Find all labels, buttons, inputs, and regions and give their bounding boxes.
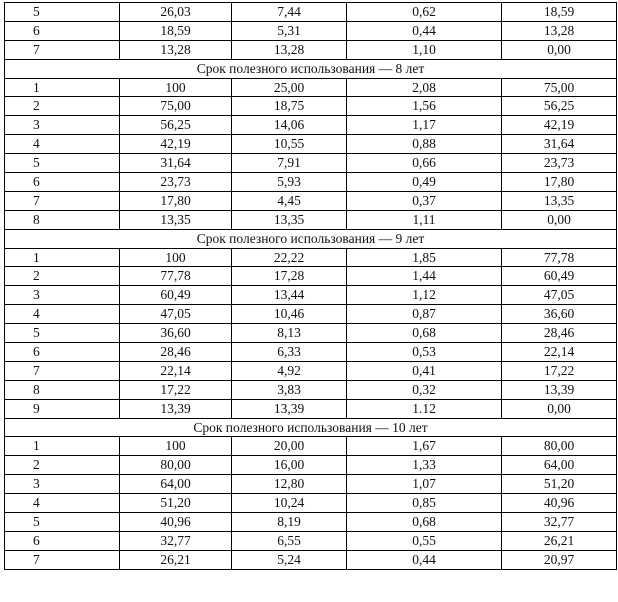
year-cell: 7 bbox=[5, 361, 120, 380]
value-cell: 28,46 bbox=[502, 324, 617, 343]
value-cell: 47,05 bbox=[502, 286, 617, 305]
year-cell: 8 bbox=[5, 380, 120, 399]
value-cell: 17,22 bbox=[502, 361, 617, 380]
value-cell: 5,93 bbox=[232, 173, 347, 192]
value-cell: 0,00 bbox=[502, 399, 617, 418]
year-cell: 4 bbox=[5, 135, 120, 154]
year-cell: 2 bbox=[5, 97, 120, 116]
value-cell: 13,39 bbox=[232, 399, 347, 418]
table-row bbox=[5, 173, 617, 192]
value-cell: 13,28 bbox=[232, 40, 347, 59]
value-cell: 1,10 bbox=[347, 40, 502, 59]
value-cell: 0,87 bbox=[347, 305, 502, 324]
year-cell: 1 bbox=[5, 248, 120, 267]
value-cell: 8,13 bbox=[232, 324, 347, 343]
value-cell: 7,91 bbox=[232, 154, 347, 173]
value-cell: 0,00 bbox=[502, 210, 617, 229]
value-cell: 5,24 bbox=[232, 550, 347, 569]
year-cell: 3 bbox=[5, 475, 120, 494]
value-cell: 0,44 bbox=[347, 21, 502, 40]
table-row bbox=[5, 513, 617, 532]
table-row bbox=[5, 475, 617, 494]
year-cell: 3 bbox=[5, 286, 120, 305]
value-cell: 1,12 bbox=[347, 286, 502, 305]
value-cell: 0,88 bbox=[347, 135, 502, 154]
value-cell: 51,20 bbox=[502, 475, 617, 494]
table-row bbox=[5, 531, 617, 550]
value-cell: 13,35 bbox=[120, 210, 232, 229]
value-cell: 31,64 bbox=[120, 154, 232, 173]
table-row bbox=[5, 40, 617, 59]
value-cell: 17,80 bbox=[120, 191, 232, 210]
value-cell: 1,17 bbox=[347, 116, 502, 135]
value-cell: 32,77 bbox=[502, 513, 617, 532]
table-row bbox=[5, 437, 617, 456]
value-cell: 10,24 bbox=[232, 494, 347, 513]
value-cell: 60,49 bbox=[120, 286, 232, 305]
value-cell: 26,21 bbox=[120, 550, 232, 569]
year-cell: 1 bbox=[5, 437, 120, 456]
value-cell: 22,14 bbox=[502, 343, 617, 362]
depreciation-table bbox=[4, 2, 617, 570]
value-cell: 0,41 bbox=[347, 361, 502, 380]
value-cell: 42,19 bbox=[120, 135, 232, 154]
value-cell: 42,19 bbox=[502, 116, 617, 135]
table-row bbox=[5, 380, 617, 399]
year-cell: 5 bbox=[5, 513, 120, 532]
year-cell: 6 bbox=[5, 531, 120, 550]
value-cell: 3,83 bbox=[232, 380, 347, 399]
year-cell: 7 bbox=[5, 191, 120, 210]
section-title: Срок полезного использования — 9 лет bbox=[5, 229, 617, 248]
value-cell: 1,07 bbox=[347, 475, 502, 494]
year-cell: 2 bbox=[5, 456, 120, 475]
value-cell: 18,59 bbox=[120, 21, 232, 40]
value-cell: 77,78 bbox=[502, 248, 617, 267]
value-cell: 80,00 bbox=[120, 456, 232, 475]
year-cell: 4 bbox=[5, 305, 120, 324]
value-cell: 0,85 bbox=[347, 494, 502, 513]
value-cell: 23,73 bbox=[502, 154, 617, 173]
value-cell: 64,00 bbox=[502, 456, 617, 475]
value-cell: 10,55 bbox=[232, 135, 347, 154]
value-cell: 0,68 bbox=[347, 324, 502, 343]
value-cell: 1,56 bbox=[347, 97, 502, 116]
value-cell: 75,00 bbox=[502, 78, 617, 97]
value-cell: 13,35 bbox=[502, 191, 617, 210]
value-cell: 40,96 bbox=[502, 494, 617, 513]
value-cell: 6,33 bbox=[232, 343, 347, 362]
value-cell: 10,46 bbox=[232, 305, 347, 324]
value-cell: 13,44 bbox=[232, 286, 347, 305]
value-cell: 13,28 bbox=[120, 40, 232, 59]
table-row bbox=[5, 324, 617, 343]
value-cell: 100 bbox=[120, 437, 232, 456]
value-cell: 4,45 bbox=[232, 191, 347, 210]
value-cell: 1,11 bbox=[347, 210, 502, 229]
table-row bbox=[5, 494, 617, 513]
year-cell: 7 bbox=[5, 550, 120, 569]
value-cell: 0,00 bbox=[502, 40, 617, 59]
value-cell: 8,19 bbox=[232, 513, 347, 532]
value-cell: 23,73 bbox=[120, 173, 232, 192]
table-row bbox=[5, 286, 617, 305]
value-cell: 0,32 bbox=[347, 380, 502, 399]
value-cell: 14,06 bbox=[232, 116, 347, 135]
value-cell: 51,20 bbox=[120, 494, 232, 513]
table-row bbox=[5, 3, 617, 22]
year-cell: 1 bbox=[5, 78, 120, 97]
value-cell: 1,67 bbox=[347, 437, 502, 456]
value-cell: 0,55 bbox=[347, 531, 502, 550]
depreciation-table-body bbox=[5, 3, 617, 570]
value-cell: 60,49 bbox=[502, 267, 617, 286]
value-cell: 0,68 bbox=[347, 513, 502, 532]
value-cell: 0,37 bbox=[347, 191, 502, 210]
value-cell: 26,03 bbox=[120, 3, 232, 22]
table-row bbox=[5, 267, 617, 286]
value-cell: 2,08 bbox=[347, 78, 502, 97]
year-cell: 6 bbox=[5, 21, 120, 40]
value-cell: 13,35 bbox=[232, 210, 347, 229]
section-title: Срок полезного использования — 10 лет bbox=[5, 418, 617, 437]
table-row bbox=[5, 399, 617, 418]
year-cell: 5 bbox=[5, 3, 120, 22]
value-cell: 36,60 bbox=[120, 324, 232, 343]
section-header-row bbox=[5, 229, 617, 248]
value-cell: 56,25 bbox=[502, 97, 617, 116]
year-cell: 5 bbox=[5, 154, 120, 173]
value-cell: 22,14 bbox=[120, 361, 232, 380]
value-cell: 0,62 bbox=[347, 3, 502, 22]
year-cell: 6 bbox=[5, 343, 120, 362]
value-cell: 77,78 bbox=[120, 267, 232, 286]
value-cell: 1,33 bbox=[347, 456, 502, 475]
value-cell: 26,21 bbox=[502, 531, 617, 550]
year-cell: 5 bbox=[5, 324, 120, 343]
value-cell: 13,39 bbox=[120, 399, 232, 418]
value-cell: 47,05 bbox=[120, 305, 232, 324]
value-cell: 20,00 bbox=[232, 437, 347, 456]
table-row bbox=[5, 116, 617, 135]
table-row bbox=[5, 135, 617, 154]
value-cell: 16,00 bbox=[232, 456, 347, 475]
table-row bbox=[5, 210, 617, 229]
value-cell: 0,44 bbox=[347, 550, 502, 569]
value-cell: 100 bbox=[120, 248, 232, 267]
section-header-row bbox=[5, 59, 617, 78]
value-cell: 7,44 bbox=[232, 3, 347, 22]
table-row bbox=[5, 550, 617, 569]
value-cell: 17,28 bbox=[232, 267, 347, 286]
table-row bbox=[5, 456, 617, 475]
table-row bbox=[5, 78, 617, 97]
table-row bbox=[5, 343, 617, 362]
value-cell: 6,55 bbox=[232, 531, 347, 550]
value-cell: 75,00 bbox=[120, 97, 232, 116]
section-header-row bbox=[5, 418, 617, 437]
value-cell: 28,46 bbox=[120, 343, 232, 362]
value-cell: 5,31 bbox=[232, 21, 347, 40]
value-cell: 4,92 bbox=[232, 361, 347, 380]
value-cell: 0,53 bbox=[347, 343, 502, 362]
table-row bbox=[5, 248, 617, 267]
value-cell: 22,22 bbox=[232, 248, 347, 267]
value-cell: 56,25 bbox=[120, 116, 232, 135]
year-cell: 3 bbox=[5, 116, 120, 135]
value-cell: 1,44 bbox=[347, 267, 502, 286]
table-row bbox=[5, 21, 617, 40]
year-cell: 7 bbox=[5, 40, 120, 59]
table-row bbox=[5, 97, 617, 116]
value-cell: 20,97 bbox=[502, 550, 617, 569]
value-cell: 32,77 bbox=[120, 531, 232, 550]
value-cell: 17,80 bbox=[502, 173, 617, 192]
value-cell: 1.12 bbox=[347, 399, 502, 418]
value-cell: 80,00 bbox=[502, 437, 617, 456]
year-cell: 4 bbox=[5, 494, 120, 513]
value-cell: 1,85 bbox=[347, 248, 502, 267]
table-row bbox=[5, 154, 617, 173]
value-cell: 13,28 bbox=[502, 21, 617, 40]
value-cell: 12,80 bbox=[232, 475, 347, 494]
value-cell: 40,96 bbox=[120, 513, 232, 532]
table-row bbox=[5, 191, 617, 210]
section-title: Срок полезного использования — 8 лет bbox=[5, 59, 617, 78]
value-cell: 36,60 bbox=[502, 305, 617, 324]
value-cell: 0,49 bbox=[347, 173, 502, 192]
value-cell: 17,22 bbox=[120, 380, 232, 399]
table-row bbox=[5, 361, 617, 380]
value-cell: 13,39 bbox=[502, 380, 617, 399]
year-cell: 9 bbox=[5, 399, 120, 418]
year-cell: 6 bbox=[5, 173, 120, 192]
value-cell: 25,00 bbox=[232, 78, 347, 97]
table-row bbox=[5, 305, 617, 324]
value-cell: 18,75 bbox=[232, 97, 347, 116]
value-cell: 100 bbox=[120, 78, 232, 97]
value-cell: 31,64 bbox=[502, 135, 617, 154]
value-cell: 0,66 bbox=[347, 154, 502, 173]
value-cell: 64,00 bbox=[120, 475, 232, 494]
year-cell: 2 bbox=[5, 267, 120, 286]
year-cell: 8 bbox=[5, 210, 120, 229]
value-cell: 18,59 bbox=[502, 3, 617, 22]
